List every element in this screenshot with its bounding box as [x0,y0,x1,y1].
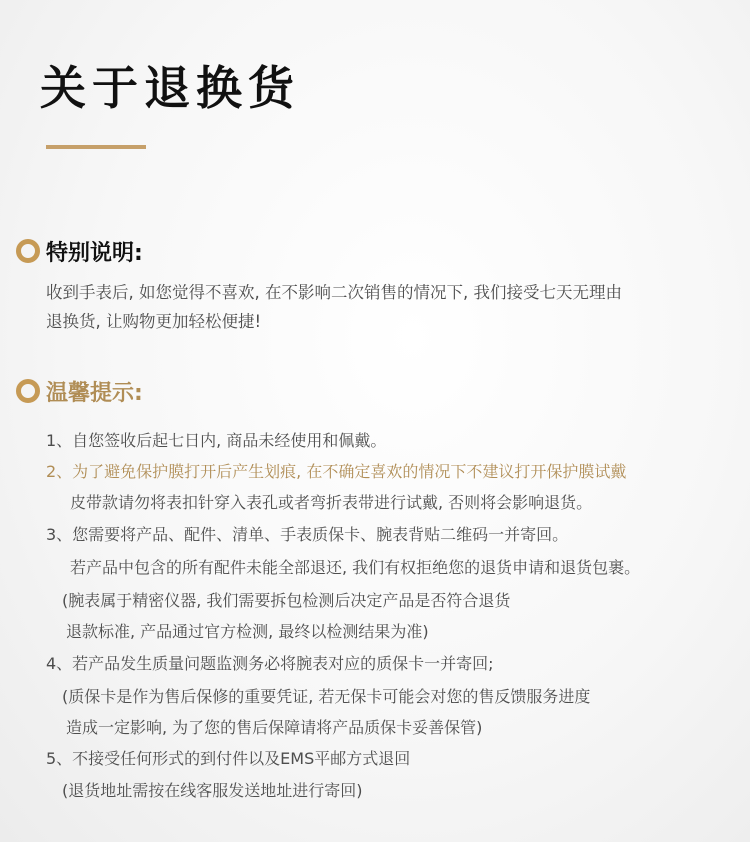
tip-item-3-note: (腕表属于精密仪器, 我们需要拆包检测后决定产品是否符合退货 [62,591,511,610]
tip-item-4: 4、若产品发生质量问题监测务必将腕表对应的质保卡一并寄回; [46,654,494,673]
tip-item-2-detail: 皮带款请勿将表扣针穿入表孔或者弯折表带进行试戴, 否则将会影响退货。 [70,493,593,512]
tip-item-2-highlight: 2、为了避免保护膜打开后产生划痕, 在不确定喜欢的情况下不建议打开保护膜试戴 [46,462,627,481]
tips-heading [16,374,143,408]
special-note-heading [16,234,143,268]
tip-item-5-note: (退货地址需按在线客服发送地址进行寄回) [62,781,363,800]
tip-item-1: 1、自您签收后起七日内, 商品未经使用和佩戴。 [46,431,387,450]
special-note-line: 收到手表后, 如您觉得不喜欢, 在不影响二次销售的情况下, 我们接受七天无理由 [46,283,622,302]
special-note-title: 特别说明: [46,240,143,266]
ring-bullet-icon [16,239,40,263]
title-underline [46,145,146,149]
tip-item-4-note-cont: 造成一定影响, 为了您的售后保障请将产品质保卡妥善保管) [66,718,483,737]
tip-item-3: 3、您需要将产品、配件、清单、手表质保卡、腕表背贴二维码一并寄回。 [46,525,569,544]
ring-bullet-icon [16,379,40,403]
tip-item-3-note-cont: 退款标准, 产品通过官方检测, 最终以检测结果为准) [66,622,429,641]
tip-item-3-detail: 若产品中包含的所有配件未能全部退还, 我们有权拒绝您的退货申请和退货包裹。 [70,558,641,577]
special-note-paragraph [46,278,736,336]
tip-item-5: 5、不接受任何形式的到付件以及EMS平邮方式退回 [46,749,411,768]
special-note-line: 退换货, 让购物更加轻松便捷! [46,312,262,331]
tips-title: 温馨提示: [46,380,143,406]
tip-item-4-note: (质保卡是作为售后保修的重要凭证, 若无保卡可能会对您的售反馈服务进度 [62,687,591,706]
page-title: 关于退换货 [40,61,300,115]
